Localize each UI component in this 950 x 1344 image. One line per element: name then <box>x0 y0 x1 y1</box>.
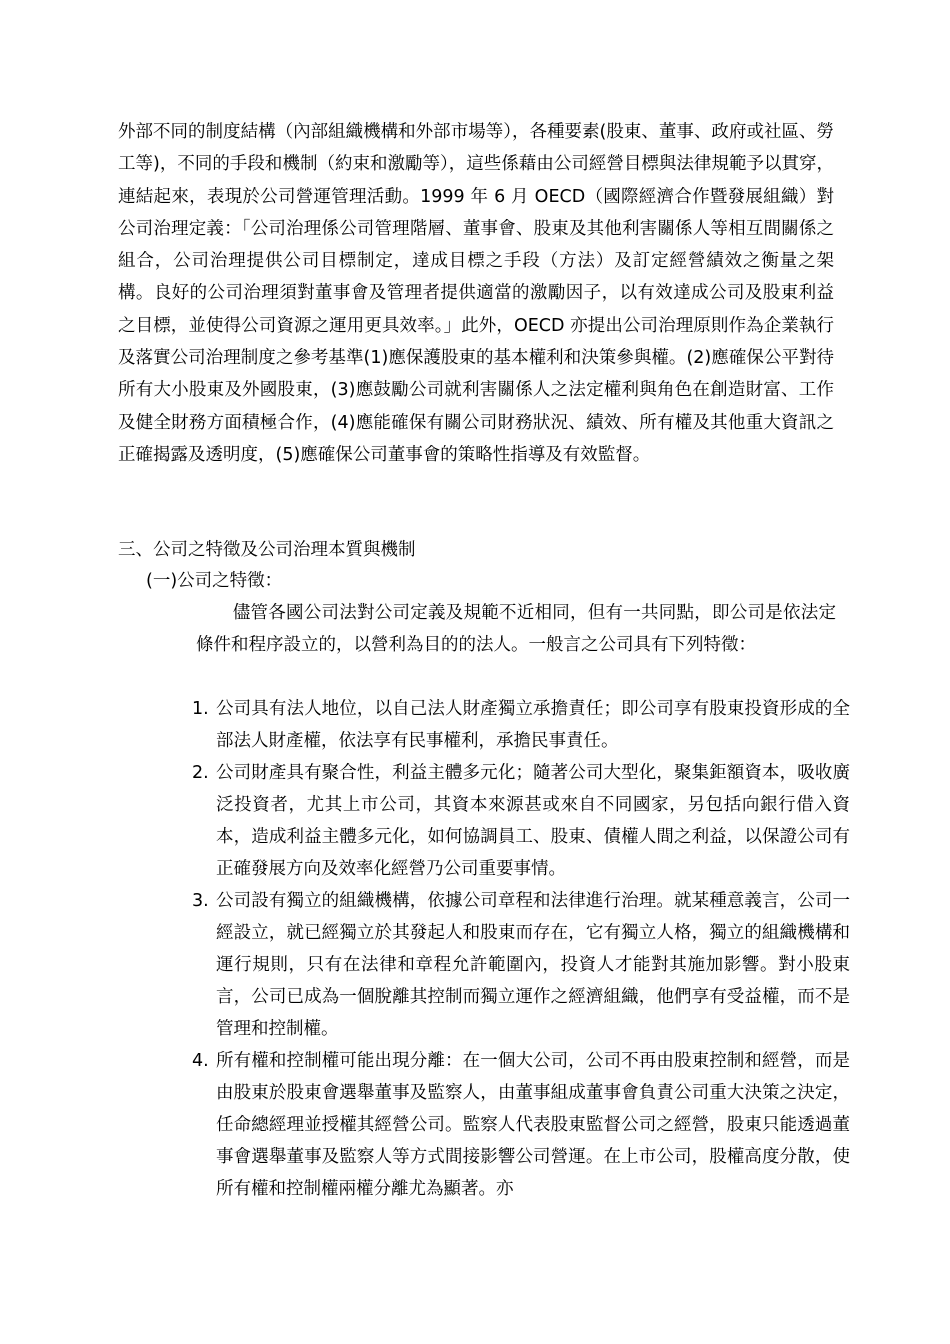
list-item-text: 所有權和控制權可能出現分離：在一個大公司，公司不再由股東控制和經營，而是由股東於股東會選舉董事及監察人，由董事組成董事會負責公司重大決策之決定，任命總經理並授權其經營公司。監察人代表股東監督公司之經營，股東只能透過董事會選舉董事及監察人等方式間接影響公司營運。在上市公司，股權高度分散，使所有權和控制權兩權分離尤為顯著。亦 <box>216 1051 850 1199</box>
list-item-text: 公司具有法人地位，以自己法人財產獨立承擔責任；即公司享有股東投資形成的全部法人財產權，依法享有民事權利，承擔民事責任。 <box>216 699 850 751</box>
list-item-number: 2. <box>192 763 209 783</box>
list-item-number: 3. <box>192 891 209 911</box>
section-heading: 三、公司之特徵及公司治理本質與機制 <box>118 540 416 560</box>
list-item-number: 4. <box>192 1051 209 1071</box>
body-paragraph: 外部不同的制度結構（內部組織機構和外部市場等），各種要素(股東、董事、政府或社區、勞工等)，不同的手段和機制（約束和激勵等），這些係藉由公司經營目標與法律規範予以貫穿，連結起來，表現於公司營運管理活動。1999 年 6 月 OECD（國際經濟合作暨發展組織）對公司治理定義：「公司治理係公司管理階層、董事會、股東及其他利害關係人等相互間關係之組合，公司治理提供公司目標制定，達成目標之手段（方法）及訂定經營績效之衡量之架構。良好的公司治理須對董事會及管理者提供適當的激勵因子，以有效達成公司及股東利益之目標，並使得公司資源之運用更具效率。」此外，OECD 亦提出公司治理原則作為企業執行及落實公司治理制度之參考基準(1)應保護股東的基本權利和決策參與權。(2)應確保公平對待所有大小股東及外國股東，(3)應鼓勵公司就利害關係人之法定權利與角色在創造財富、工作及健全財務方面積極合作，(4)應能確保有關公司財務狀況、績效、所有權及其他重大資訊之正確揭露及透明度，(5)應確保公司董事會的策略性指導及有效監督。 <box>118 122 834 465</box>
list-item <box>192 1045 850 1205</box>
list-item <box>192 885 850 1045</box>
list-item <box>192 757 850 885</box>
list-item <box>192 693 850 757</box>
list-item-number: 1. <box>192 699 209 719</box>
subsection-heading: (一)公司之特徵： <box>146 571 283 591</box>
list-item-text: 公司財產具有聚合性，利益主體多元化；隨著公司大型化，聚集鉅額資本，吸收廣泛投資者，尤其上市公司，其資本來源甚或來自不同國家，另包括向銀行借入資本，造成利益主體多元化，如何協調員工、股東、債權人間之利益，以保證公司有正確發展方向及效率化經營乃公司重要事情。 <box>216 763 850 879</box>
list-item-text: 公司設有獨立的組織機構，依據公司章程和法律進行治理。就某種意義言，公司一經設立，就已經獨立於其發起人和股東而存在，它有獨立人格，獨立的組織機構和運行規則，只有在法律和章程允許範圍內，投資人才能對其施加影響。對小股東言，公司已成為一個脫離其控制而獨立運作之經濟組織，他們享有受益權，而不是管理和控制權。 <box>216 891 850 1039</box>
subsection-intro: 儘管各國公司法對公司定義及規範不近相同，但有一共同點，即公司是依法定條件和程序設立的，以營利為目的的法人。一般言之公司具有下列特徵： <box>196 603 836 655</box>
